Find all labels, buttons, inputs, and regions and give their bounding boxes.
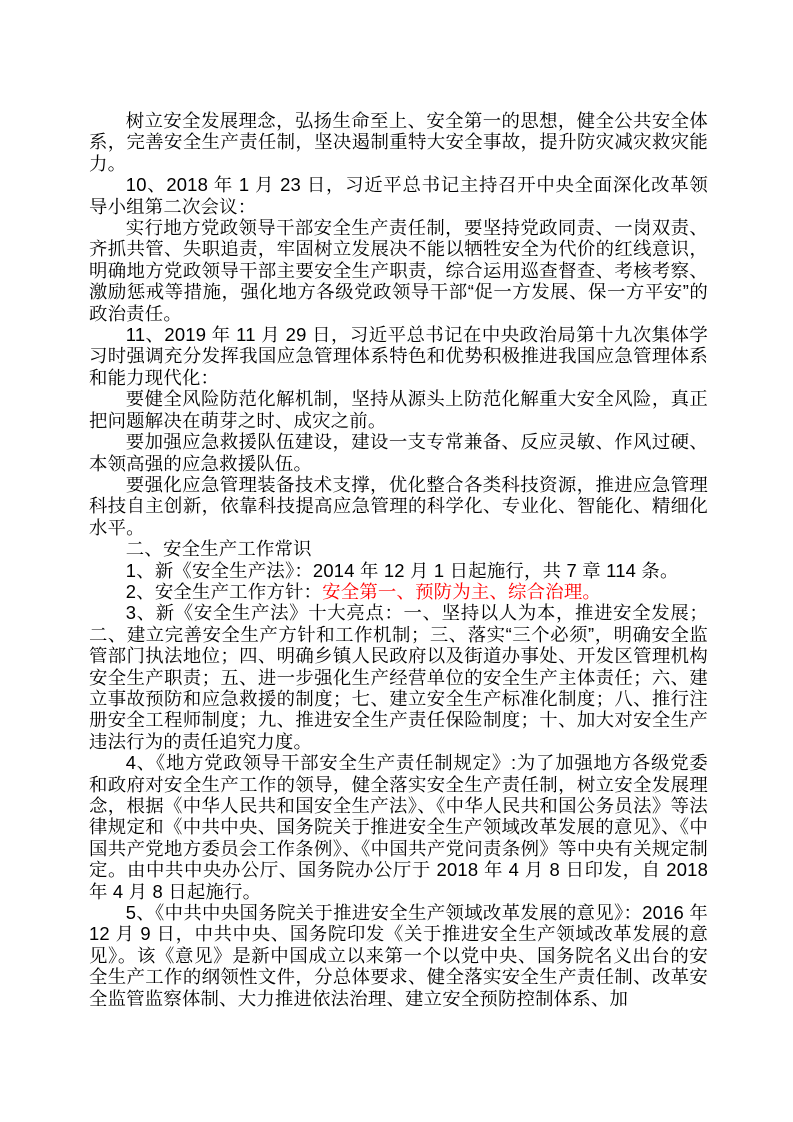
paragraph-9: [89, 560, 708, 581]
paragraph-12: [89, 752, 708, 902]
body-text: 3、新《安全生产法》十大亮点：一、坚持以人为本，推进安全发展；二、建立完善安全生产方针和工作机制；三、落实“三个必须”，明确安全监管部门执法地位；四、明确乡镇人民政府以及街道办事处、开发区管理机构安全生产职责；五、进一步强化生产经营单位的安全生产主体责任；六、建立事故预防和应急救援的制度；七、建立安全生产标准化制度；八、推行注册安全工程师制度；九、推进安全生产责任保险制度；十、加大对安全生产违法行为的责任追究力度。: [89, 602, 708, 752]
paragraph-10: [89, 581, 708, 602]
document-body: [89, 110, 708, 1009]
red-emphasis-text: 安全第一、预防为主、综合治理。: [322, 580, 602, 602]
paragraph-1: [89, 110, 708, 174]
body-text: 要强化应急管理装备技术支撑，优化整合各类科技资源，推进应急管理科技自主创新，依靠科技提高应急管理的科学化、专业化、智能化、精细化水平。: [89, 473, 708, 538]
paragraph-7: [89, 474, 708, 538]
body-text: 二、安全生产工作常识: [125, 538, 312, 560]
body-text: 4、《地方党政领导干部安全生产责任制规定》:为了加强地方各级党委和政府对安全生产工作的领导，健全落实安全生产责任制，树立安全发展理念，根据《中华人民共和国安全生产法》、《中华人民共和国公务员法》等法律规定和《中共中央、国务院关于推进安全生产领域改革发展的意见》、《中国共产党地方委员会工作条例》、《中国共产党问责条例》等中央有关规定制定。由中共中央办公厅、国务院办公厅于 2018 年 4 月 8 日印发，自 2018 年 4 月 8 日起施行。: [89, 752, 708, 902]
paragraph-11: [89, 602, 708, 752]
body-text: 1、新《安全生产法》：2014 年 12 月 1 日起施行，共 7 章 114 条。: [125, 559, 679, 581]
paragraph-6: [89, 431, 708, 474]
body-text: 要健全风险防范化解机制，坚持从源头上防范化解重大安全风险，真正把问题解决在萌芽之时、成灾之前。: [89, 388, 708, 431]
body-text: 实行地方党政领导干部安全生产责任制，要坚持党政同责、一岗双责、齐抓共管、失职追责，牢固树立发展决不能以牺牲安全为代价的红线意识，明确地方党政领导干部主要安全生产职责，综合运用巡查督查、考核考察、激励惩戒等措施，强化地方各级党政领导干部“促一方发展、保一方平安”的政治责任。: [89, 217, 708, 324]
body-text: 要加强应急救援队伍建设，建设一支专常兼备、反应灵敏、作风过硬、本领高强的应急救援队伍。: [89, 431, 708, 474]
paragraph-2: [89, 174, 708, 217]
paragraph-13: [89, 902, 708, 1009]
paragraph-4: [89, 324, 708, 388]
paragraph-8: [89, 538, 708, 559]
body-text: 树立安全发展理念，弘扬生命至上、安全第一的思想，健全公共安全体系，完善安全生产责任制，坚决遏制重特大安全事故，提升防灾减灾救灾能力。: [89, 110, 708, 174]
body-text: 5、《中共中央国务院关于推进安全生产领域改革发展的意见》：2016 年 12 月 9 日，中共中央、国务院印发《关于推进安全生产领域改革发展的意见》。该《意见》是新中国成立以来第一个以党中央、国务院名义出台的安全生产工作的纲领性文件，分总体要求、健全落实安全生产责任制、改革安全监管监察体制、大力推进依法治理、建立安全预防控制体系、加: [89, 902, 708, 1009]
body-text: 10、2018 年 1 月 23 日，习近平总书记主持召开中央全面深化改革领导小组第二次会议：: [89, 174, 708, 217]
paragraph-5: [89, 388, 708, 431]
paragraph-3: [89, 217, 708, 324]
body-text: 11、2019 年 11 月 29 日，习近平总书记在中央政治局第十九次集体学习时强调充分发挥我国应急管理体系特色和优势积极推进我国应急管理体系和能力现代化：: [89, 324, 708, 388]
body-text: 2、安全生产工作方针：: [125, 580, 323, 602]
